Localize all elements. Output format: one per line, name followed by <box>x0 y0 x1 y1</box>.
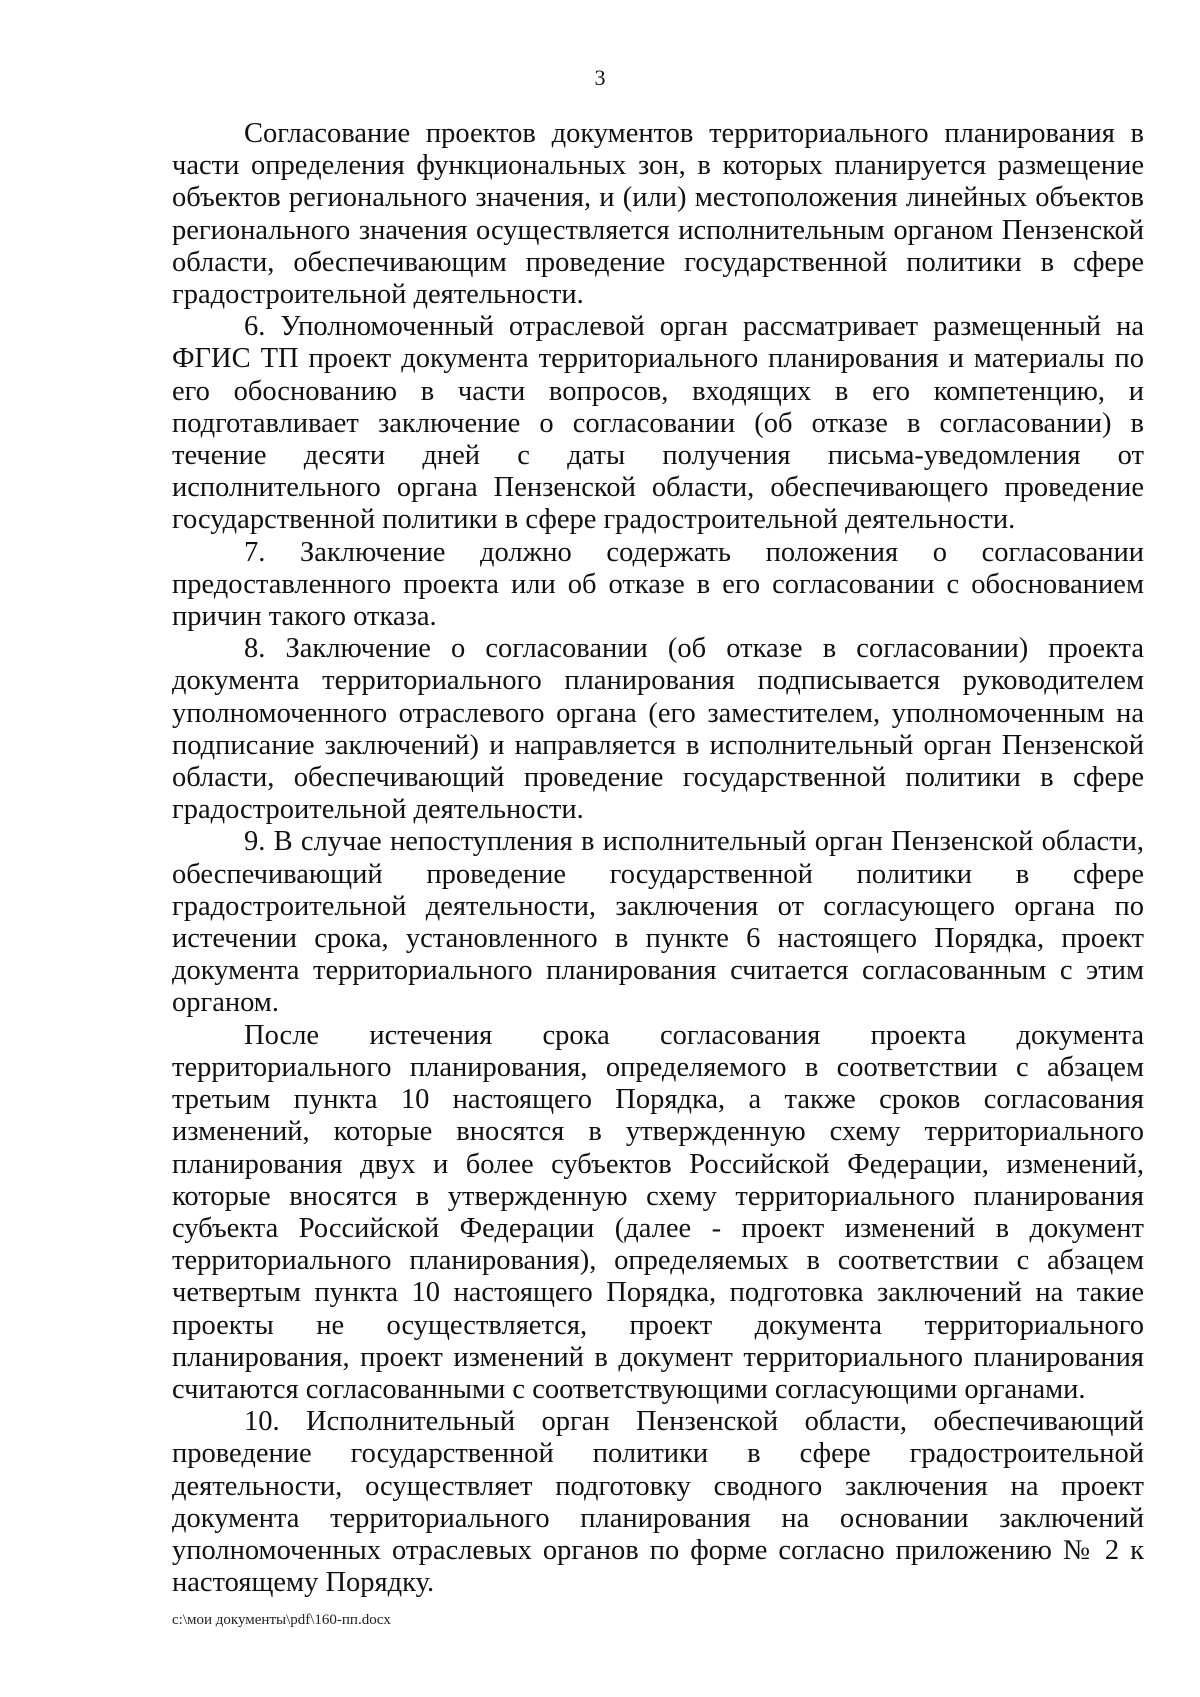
paragraph-item-10: 10. Исполнительный орган Пензенской области, обеспечивающий проведение государственной политики в сфере градостроительной деятельности, осуществляет подготовку сводного заключения на проект документа территориального планирования на основании заключений уполномоченных отраслевых органов по форме согласно приложению № 2 к настоящему Порядку. <box>172 1406 1144 1599</box>
paragraph-item-9: 9. В случае непоступления в исполнительный орган Пензенской области, обеспечивающий проведение государственной политики в сфере градостроительной деятельности, заключения от согласующего органа по истечении срока, установленного в пункте 6 настоящего Порядка, проект документа территориального планирования считается согласованным с этим органом. <box>172 826 1144 1019</box>
paragraph-item-8: 8. Заключение о согласовании (об отказе в согласовании) проекта документа территориального планирования подписывается руководителем уполномоченного отраслевого органа (его заместителем, уполномоченным на подписание заключений) и направляется в исполнительный орган Пензенской области, обеспечивающий проведение государственной политики в сфере градостроительной деятельности. <box>172 633 1144 826</box>
paragraph-item-7: 7. Заключение должно содержать положения о согласовании предоставленного проекта или об отказе в его согласовании с обоснованием причин такого отказа. <box>172 536 1144 633</box>
footer-file-path: c:\мои документы\pdf\160-пп.docx <box>172 1612 391 1628</box>
document-body <box>172 118 1144 1599</box>
paragraph-after-approval-term: После истечения срока согласования проекта документа территориального планирования, определяемого в соответствии с абзацем третьим пункта 10 настоящего Порядка, а также сроков согласования изменений, которые вносятся в утвержденную схему территориального планирования двух и более субъектов Российской Федерации, изменений, которые вносятся в утвержденную схему территориального планирования субъекта Российской Федерации (далее - проект изменений в документ территориального планирования), определяемых в соответствии с абзацем четвертым пункта 10 настоящего Порядка, подготовка заключений на такие проекты не осуществляется, проект документа территориального планирования, проект изменений в документ территориального планирования считаются согласованными с соответствующими согласующими органами. <box>172 1019 1144 1405</box>
paragraph-item-6: 6. Уполномоченный отраслевой орган рассматривает размещенный на ФГИС ТП проект документа территориального планирования и материалы по его обоснованию в части вопросов, входящих в его компетенцию, и подготавливает заключение о согласовании (об отказе в согласовании) в течение десяти дней с даты получения письма-уведомления от исполнительного органа Пензенской области, обеспечивающего проведение государственной политики в сфере градостроительной деятельности. <box>172 311 1144 536</box>
page-number: 3 <box>594 65 606 90</box>
paragraph-approval-functional-zones: Согласование проектов документов территориального планирования в части определения функциональных зон, в которых планируется размещение объектов регионального значения, и (или) местоположения линейных объектов регионального значения осуществляется исполнительным органом Пензенской области, обеспечивающим проведение государственной политики в сфере градостроительной деятельности. <box>172 118 1144 311</box>
